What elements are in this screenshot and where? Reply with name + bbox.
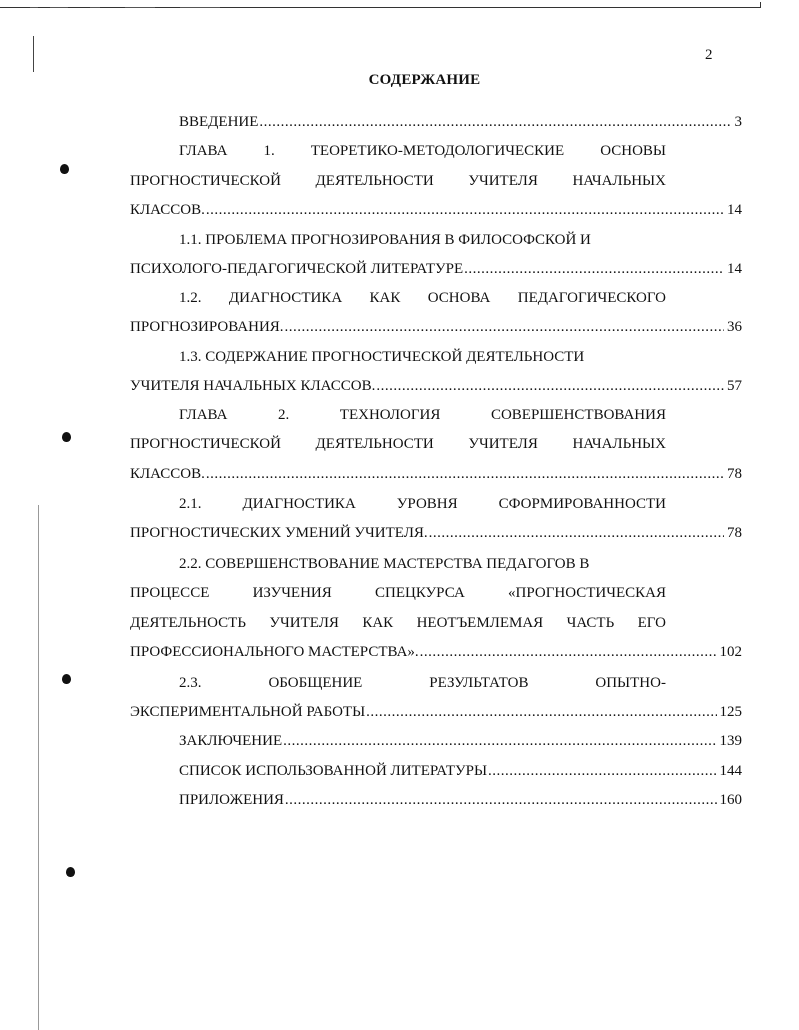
toc-entry-section-2-2-line-4[interactable]: ПРОФЕССИОНАЛЬНОГО МАСТЕРСТВА». ..... 102	[130, 642, 742, 662]
page-ref: 14	[727, 261, 742, 277]
toc-entry-chapter-1-line-2[interactable]: ПРОГНОСТИЧЕСКОЙ ДЕЯТЕЛЬНОСТИ УЧИТЕЛЯ НАЧАЛЬНЫХ	[130, 173, 666, 189]
toc-entry-section-2-2-line-1[interactable]: 2.2. СОВЕРШЕНСТВОВАНИЕ МАСТЕРСТВА ПЕДАГОГОВ В	[179, 556, 590, 572]
toc-entry-section-2-2-line-3[interactable]: ДЕЯТЕЛЬНОСТЬ УЧИТЕЛЯ КАК НЕОТЪЕМЛЕМАЯ ЧАСТЬ ЕГО	[130, 615, 666, 631]
page-ref: 160	[719, 792, 742, 808]
scan-artifact	[180, 7, 220, 8]
scan-border-top	[0, 2, 761, 8]
toc-entry-section-2-1-line-1[interactable]: 2.1. ДИАГНОСТИКА УРОВНЯ СФОРМИРОВАННОСТИ	[179, 496, 666, 512]
page-ref: 102	[719, 644, 742, 660]
binding-mark	[33, 36, 34, 72]
toc-entry-section-1-2-line-1[interactable]: 1.2. ДИАГНОСТИКА КАК ОСНОВА ПЕДАГОГИЧЕСКОГО	[179, 290, 666, 306]
toc-entry-section-2-1-line-2[interactable]: ПРОГНОСТИЧЕСКИХ УМЕНИЙ УЧИТЕЛЯ. ..... 78	[130, 523, 742, 543]
toc-entry-section-2-2-line-2[interactable]: ПРОЦЕССЕ ИЗУЧЕНИЯ СПЕЦКУРСА «ПРОГНОСТИЧЕСКАЯ	[130, 585, 666, 601]
toc-entry-conclusion[interactable]: ЗАКЛЮЧЕНИЕ ..... 139	[179, 731, 742, 751]
punch-hole-mark	[62, 674, 71, 684]
toc-title: СОДЕРЖАНИЕ	[368, 72, 481, 88]
page-ref: 57	[727, 378, 742, 394]
scan-artifact	[90, 7, 100, 8]
toc-entry-chapter-1-line-1[interactable]: ГЛАВА 1. ТЕОРЕТИКО-МЕТОДОЛОГИЧЕСКИЕ ОСНОВЫ	[179, 143, 666, 159]
page-ref: 3	[734, 114, 742, 130]
toc-entry-section-1-1-line-1[interactable]: 1.1. ПРОБЛЕМА ПРОГНОЗИРОВАНИЯ В ФИЛОСОФСКОЙ И	[179, 232, 591, 248]
toc-entry-chapter-1-line-3[interactable]: КЛАССОВ. ..... 14	[130, 200, 742, 220]
page-ref: 14	[727, 202, 742, 218]
page-ref: 78	[727, 466, 742, 482]
punch-hole-mark	[60, 164, 69, 174]
page-ref: 36	[727, 319, 742, 335]
punch-hole-mark	[66, 867, 75, 877]
toc-entry-chapter-2-line-2[interactable]: ПРОГНОСТИЧЕСКОЙ ДЕЯТЕЛЬНОСТИ УЧИТЕЛЯ НАЧАЛЬНЫХ	[130, 436, 666, 452]
page-ref: 78	[727, 525, 742, 541]
toc-entry-section-2-3-line-1[interactable]: 2.3. ОБОБЩЕНИЕ РЕЗУЛЬТАТОВ ОПЫТНО-	[179, 675, 666, 691]
binding-mark	[38, 505, 39, 1030]
page-number: 2	[705, 47, 713, 63]
toc-entry-section-1-3-line-1[interactable]: 1.3. СОДЕРЖАНИЕ ПРОГНОСТИЧЕСКОЙ ДЕЯТЕЛЬНОСТИ	[179, 349, 585, 365]
scan-artifact	[50, 7, 68, 8]
toc-entry-introduction[interactable]: ВВЕДЕНИЕ ..... 3	[179, 112, 742, 132]
toc-entry-section-1-1-line-2[interactable]: ПСИХОЛОГО-ПЕДАГОГИЧЕСКОЙ ЛИТЕРАТУРЕ ..... 14	[130, 259, 742, 279]
page-ref: 144	[719, 763, 742, 779]
toc-entry-chapter-2-line-1[interactable]: ГЛАВА 2. ТЕХНОЛОГИЯ СОВЕРШЕНСТВОВАНИЯ	[179, 407, 666, 423]
toc-entry-chapter-2-line-3[interactable]: КЛАССОВ. ..... 78	[130, 464, 742, 484]
toc-entry-appendices[interactable]: ПРИЛОЖЕНИЯ ..... 160	[179, 790, 742, 810]
punch-hole-mark	[62, 432, 71, 442]
toc-entry-section-2-3-line-2[interactable]: ЭКСПЕРИМЕНТАЛЬНОЙ РАБОТЫ ..... 125	[130, 702, 742, 722]
toc-entry-references[interactable]: СПИСОК ИСПОЛЬЗОВАННОЙ ЛИТЕРАТУРЫ ..... 144	[179, 761, 742, 781]
scan-artifact	[125, 7, 155, 8]
page-ref: 125	[719, 704, 742, 720]
page-ref: 139	[719, 733, 742, 749]
toc-entry-section-1-2-line-2[interactable]: ПРОГНОЗИРОВАНИЯ. ..... 36	[130, 317, 742, 337]
toc-entry-section-1-3-line-2[interactable]: УЧИТЕЛЯ НАЧАЛЬНЫХ КЛАССОВ. ..... 57	[130, 376, 742, 396]
scan-artifact	[30, 7, 38, 8]
